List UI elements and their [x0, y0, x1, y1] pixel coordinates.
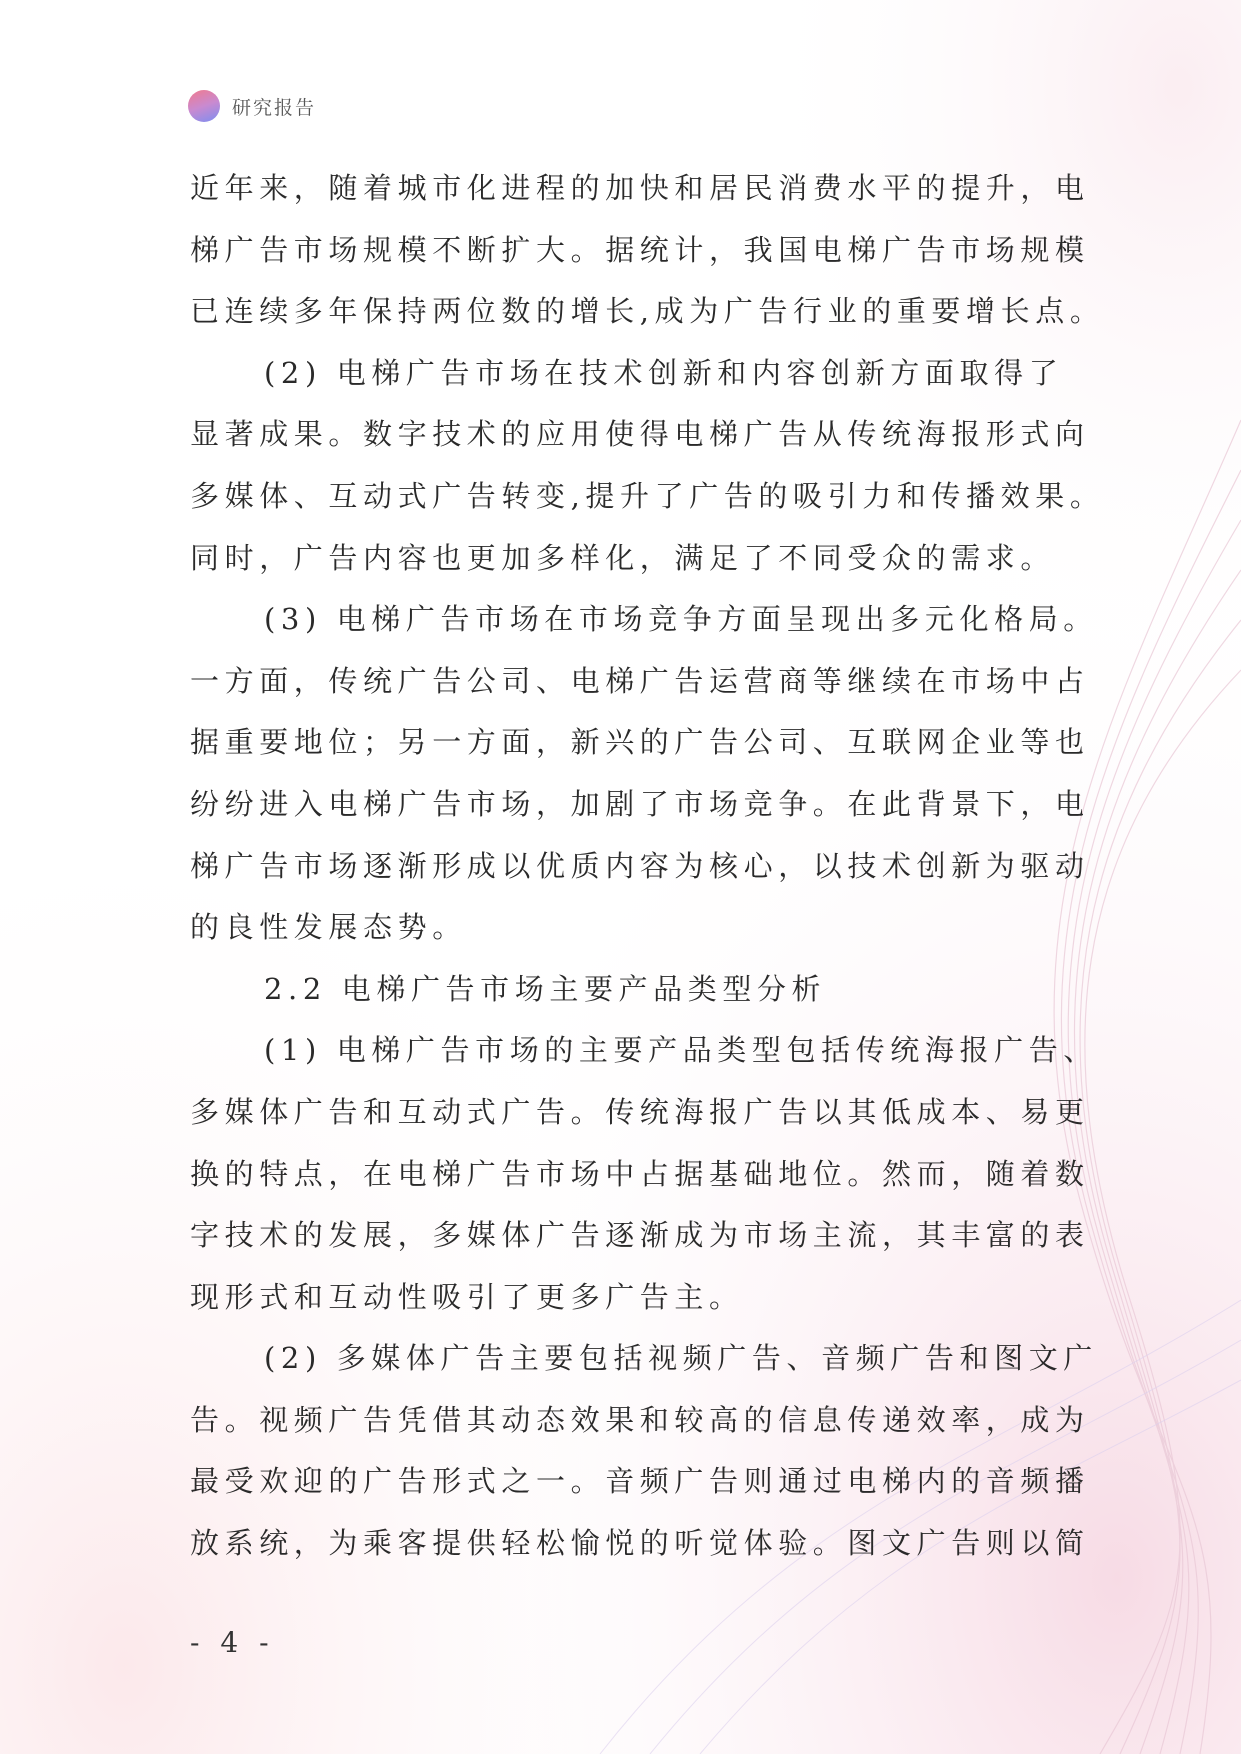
text-line: (2) 电梯广告市场在技术创新和内容创新方面取得了 [264, 355, 1064, 390]
page-number: - 4 - [190, 1626, 275, 1659]
text-line: (1) 电梯广告市场的主要产品类型包括传统海报广告、 [264, 1033, 1098, 1068]
document-body [190, 158, 1105, 1575]
logo-circle-icon [188, 90, 220, 122]
text-line: 纷纷进入电梯广告市场，加剧了市场竞争。在此背景下，电 [190, 786, 1090, 821]
report-header [188, 88, 316, 124]
text-line: 近年来，随着城市化进程的加快和居民消费水平的提升，电 [190, 171, 1090, 205]
header-label: 研究报告 [232, 96, 317, 119]
text-line: 字技术的发展，多媒体广告逐渐成为市场主流，其丰富的表 [190, 1218, 1090, 1253]
text-line: 同时，广告内容也更加多样化，满足了不同受众的需求。 [190, 540, 1056, 575]
text-line: 梯广告市场逐渐形成以优质内容为核心，以技术创新为驱动 [190, 848, 1090, 883]
text-line: 放系统，为乘客提供轻松愉悦的听觉体验。图文广告则以简 [190, 1526, 1090, 1561]
text-line: 梯广告市场规模不断扩大。据统计，我国电梯广告市场规模 [190, 232, 1090, 267]
text-line: 换的特点，在电梯广告市场中占据基础地位。然而，随着数 [190, 1156, 1090, 1191]
text-line: 据重要地位；另一方面，新兴的广告公司、互联网企业等也 [190, 725, 1090, 760]
text-line: 多媒体、互动式广告转变,提升了广告的吸引力和传播效果。 [190, 478, 1105, 513]
text-line: 已连续多年保持两位数的增长,成为广告行业的重要增长点。 [190, 294, 1105, 329]
text-line: 告。视频广告凭借其动态效果和较高的信息传递效率，成为 [190, 1402, 1090, 1437]
text-line: 显著成果。数字技术的应用使得电梯广告从传统海报形式向 [190, 417, 1090, 452]
text-line: (2) 多媒体广告主要包括视频广告、音频广告和图文广 [264, 1341, 1098, 1376]
text-line: 的良性发展态势。 [190, 910, 467, 945]
text-line: 现形式和互动性吸引了更多广告主。 [190, 1279, 744, 1314]
text-line: 一方面，传统广告公司、电梯广告运营商等继续在市场中占 [190, 663, 1090, 698]
text-line: (3) 电梯广告市场在市场竞争方面呈现出多元化格局。 [264, 602, 1098, 637]
text-line: 最受欢迎的广告形式之一。音频广告则通过电梯内的音频播 [190, 1464, 1090, 1499]
section-heading: 2.2 电梯广告市场主要产品类型分析 [264, 971, 827, 1006]
text-line: 多媒体广告和互动式广告。传统海报广告以其低成本、易更 [190, 1094, 1090, 1129]
